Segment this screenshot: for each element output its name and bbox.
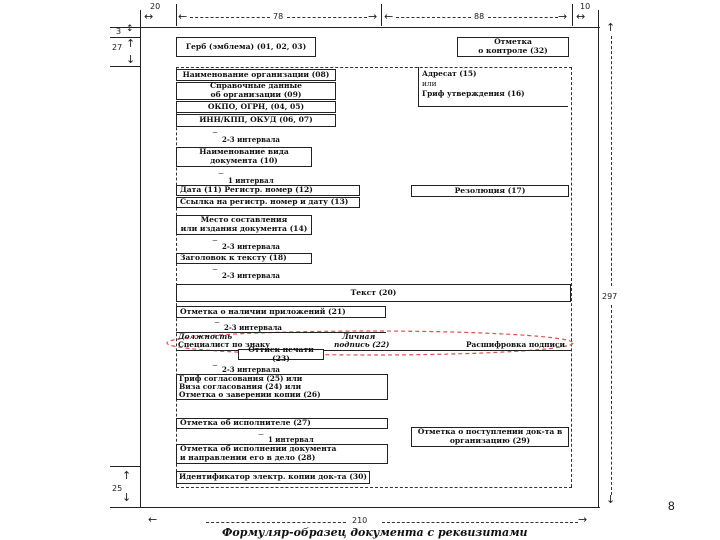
double-arrow-icon: ↔: [576, 10, 586, 23]
dim-tick: [110, 466, 140, 467]
arrow-left-icon: ←: [384, 10, 394, 23]
diagram-caption: Формуляр-образец документа с реквизитами: [222, 526, 528, 539]
field-org-ref: Справочные данные об организации (09): [176, 82, 336, 100]
spacing-label: 2-3 интервала: [224, 323, 282, 332]
arrow-left-icon: ←: [178, 10, 188, 23]
arrow-up-icon: ↑: [126, 37, 136, 50]
arrow-down-icon: ↓: [606, 493, 616, 506]
spacing-brace-icon: ⌣: [212, 361, 218, 371]
field-certify: Отметка о заверении копии (26): [179, 390, 321, 399]
arrow-right-icon: →: [578, 513, 588, 526]
addressee-bottom-line: [418, 106, 568, 107]
field-decoding: Расшифровка подписи: [466, 340, 566, 349]
dim-left-top: 3: [116, 27, 122, 36]
arrow-down-icon: ↓: [122, 491, 132, 504]
field-control: Отметка о контроле (32): [457, 37, 569, 57]
dim-top-mid-right: 88: [474, 12, 485, 21]
arrow-right-icon: →: [368, 10, 378, 23]
field-doc-type: Наименование вида документа (10): [176, 147, 312, 167]
dim-right-height: 297: [602, 292, 618, 301]
dim-line: [396, 17, 471, 18]
dim-top-mid-left: 78: [273, 12, 284, 21]
content-bottom-dash: [176, 487, 572, 488]
field-text: Текст (20): [176, 284, 571, 302]
field-personal: Личная: [342, 332, 376, 341]
field-or: или: [422, 79, 437, 88]
signature-bottom-line: [176, 350, 571, 351]
dim-bottom-width: 210: [352, 516, 368, 525]
field-resolution: Резолюция (17): [411, 185, 569, 197]
spacing-brace-icon: ⌣: [258, 430, 264, 440]
spacing-brace-icon: ⌣: [212, 265, 218, 275]
dim-line: [382, 522, 578, 523]
dim-top-left: 20: [150, 2, 161, 11]
spacing-label: 1 интервал: [228, 176, 274, 185]
field-link: Ссылка на регистр. номер и дату (13): [176, 197, 360, 208]
dim-tick: [110, 66, 140, 67]
field-identifier: Идентификатор электр. копии док-та (30): [176, 471, 370, 484]
field-agree-grif: Гриф согласования (25) или: [179, 374, 303, 383]
spacing-label: 2-3 интервала: [222, 242, 280, 251]
arrow-up-icon: ↑: [122, 469, 132, 482]
dim-tick: [110, 37, 140, 38]
dim-line: [611, 36, 612, 286]
content-right-dash: [571, 67, 572, 487]
page-right-edge: [598, 10, 599, 507]
updown-arrow-icon: ↕: [126, 24, 134, 34]
field-receipt: Отметка о поступлении док-та в организацию (29): [411, 427, 569, 447]
field-execution: Отметка об исполнении документа и направлении его в дело (28): [176, 444, 388, 464]
arrow-right-icon: →: [558, 10, 568, 23]
field-stamp: Оттиск печати (23): [238, 349, 324, 360]
field-gerb: Герб (эмблема) (01, 02, 03): [176, 37, 316, 57]
double-arrow-icon: ↔: [144, 10, 154, 23]
content-top-dash: [176, 67, 572, 68]
spacing-brace-icon: ⌣: [214, 318, 220, 328]
arrow-up-icon: ↑: [606, 21, 616, 34]
field-agree-visa: Виза согласования (24) или: [179, 382, 302, 391]
field-place: Место составления или издания документа (14): [176, 215, 312, 235]
dim-line: [206, 522, 346, 523]
dim-left-upper: 27: [112, 43, 123, 52]
field-position: Должность: [178, 332, 233, 341]
arrow-left-icon: ←: [148, 513, 158, 526]
dim-left-bottom: 25: [112, 484, 123, 493]
dim-line: [611, 305, 612, 495]
field-inn: ИНН/КПП, ОКУД (06, 07): [176, 114, 336, 127]
spacing-label: 2-3 интервала: [222, 365, 280, 374]
addressee-left-line: [418, 67, 419, 107]
field-approval: Гриф утверждения (16): [422, 89, 525, 98]
spacing-brace-icon: ⌣: [212, 236, 218, 246]
spacing-brace-icon: ⌣: [212, 128, 218, 138]
field-executor: Отметка об исполнителе (27): [176, 418, 388, 429]
spacing-brace-icon: ⌣: [218, 169, 224, 179]
field-org-name: Наименование организации (08): [176, 69, 336, 81]
page-left-edge: [140, 10, 141, 507]
field-okpo: ОКПО, ОГРН, (04, 05): [176, 101, 336, 113]
dim-tick: [572, 4, 573, 26]
page-number: 8: [668, 499, 675, 513]
page-top-edge: [110, 27, 600, 28]
field-attachment: Отметка о наличии приложений (21): [176, 306, 386, 318]
dim-tick: [381, 4, 382, 26]
dim-line: [190, 17, 270, 18]
dim-line: [488, 17, 558, 18]
spacing-label: 2-3 интервала: [222, 135, 280, 144]
spacing-label: 2-3 интервала: [222, 271, 280, 280]
page-bottom-edge: [110, 507, 600, 508]
field-specialist: Специалист по знаку: [178, 340, 270, 349]
dim-top-right: 10: [580, 2, 591, 11]
field-signature: подпись (22): [334, 340, 390, 349]
field-heading: Заголовок к тексту (18): [176, 253, 312, 264]
spacing-label: 1 интервал: [268, 435, 314, 444]
dim-line: [287, 17, 367, 18]
field-date-reg: Дата (11) Регистр. номер (12): [176, 185, 360, 196]
field-addressee: Адресат (15): [422, 69, 477, 78]
dim-tick: [176, 4, 177, 26]
arrow-down-icon: ↓: [126, 53, 136, 66]
